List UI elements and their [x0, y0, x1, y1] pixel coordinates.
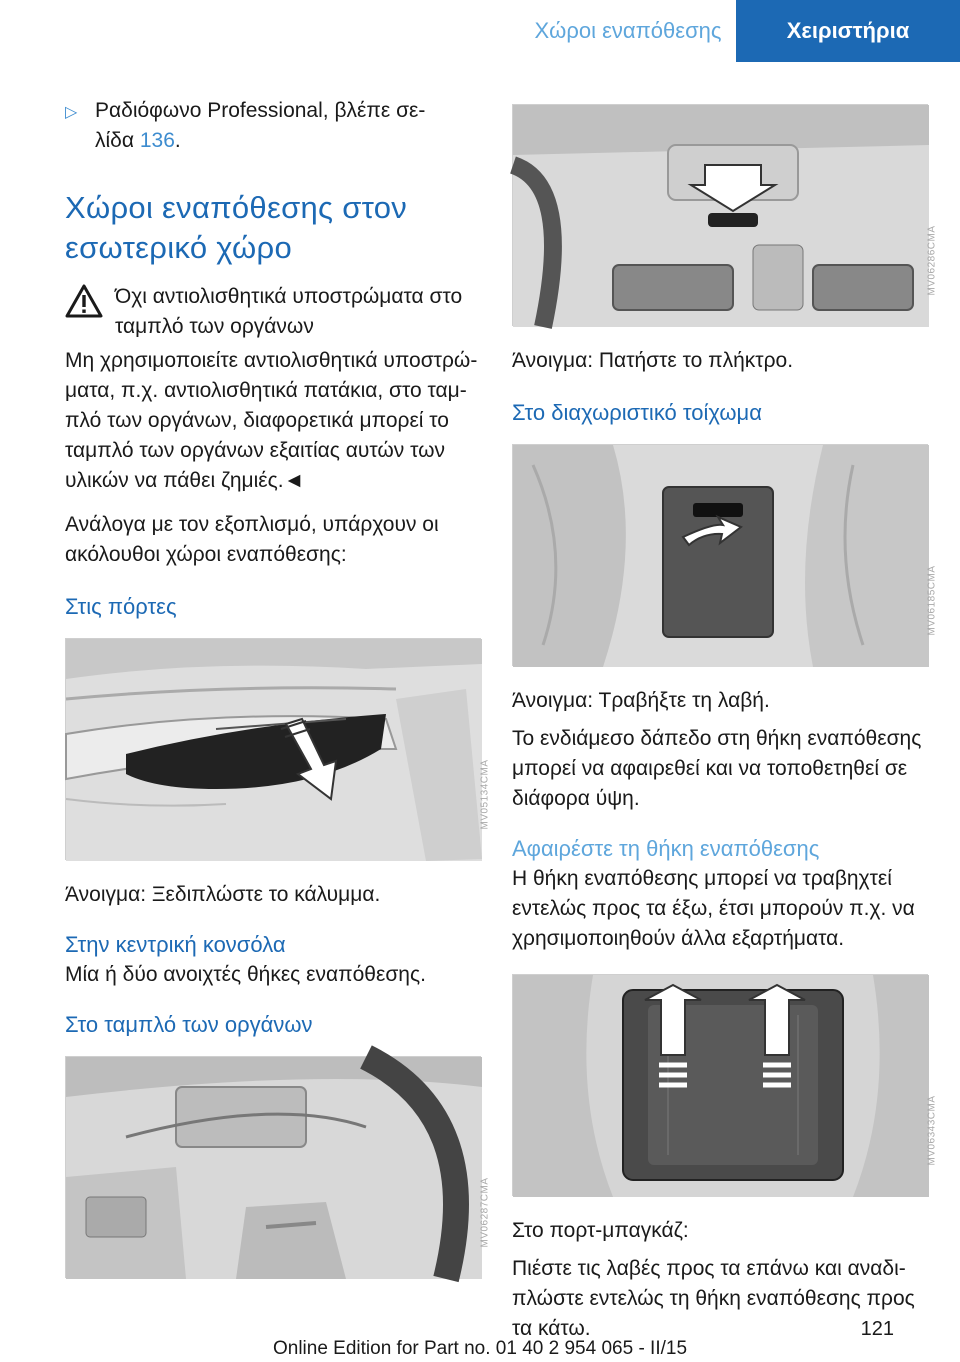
- warning-block: [65, 282, 481, 342]
- warning-title: Όχι αντιολισθητικά υποστρώματα στο ταμπλό των οργάνων: [115, 285, 463, 338]
- header-chapter-tab[interactable]: Χειριστήρια: [736, 0, 960, 62]
- dashboard-right-figure-code: MV06286CMA: [926, 225, 938, 296]
- partition-figure: [512, 444, 938, 666]
- cross-reference-bullet: [65, 96, 481, 156]
- trunk-text: Πιέστε τις λαβές προς τα επάνω και αναδιπλώστε εντελώς τη θήκη εναπόθεσης προς τα κάτω.: [512, 1257, 915, 1340]
- dashboard-heading: Στο ταμπλό των οργάνων: [65, 1012, 313, 1037]
- warning-body: Μη χρησιμοποιείτε αντιολισθητικά υποστρώματα, π.χ. αντιολισθητικά πατάκια, στο ταμπλό των οργάνων, διαφορετικά μπορεί το ταμπλό των οργάνων εξαιτίας αυτών των υλικών να πάθει ζημιές.◄: [65, 349, 478, 492]
- doors-heading: Στις πόρτες: [65, 594, 177, 619]
- dashboard-left-figure: [65, 1056, 491, 1278]
- trunk-storage-illustration: [513, 975, 929, 1197]
- header-section-tab[interactable]: Χώροι εναπόθεσης: [520, 0, 736, 62]
- trunk-label: Στο πορτ-μπαγκάζ:: [512, 1219, 689, 1242]
- console-heading: Στην κεντρική κονσόλα: [65, 932, 286, 957]
- remove-figure-code: MV06343CMA: [926, 1095, 938, 1166]
- partition-caption: Άνοιγμα: Τραβήξτε τη λαβή.: [512, 689, 770, 712]
- door-pocket-illustration: [66, 639, 482, 861]
- right-column: [512, 104, 938, 1358]
- partition-pocket-illustration: [513, 445, 929, 667]
- partition-heading: Στο διαχωριστικό τοίχωμα: [512, 400, 762, 425]
- remove-heading: Αφαιρέστε τη θήκη εναπόθεσης: [512, 836, 820, 861]
- footer-edition: Online Edition for Part no. 01 40 2 954 065 - II/15: [272, 1338, 688, 1359]
- remove-text: Η θήκη εναπόθεσης μπορεί να τραβηχτεί εντελώς προς τα έξω, έτσι μπορούν π.χ. να χρησιμοποιηθούν άλλα εξαρτήματα.: [512, 867, 915, 950]
- page-link[interactable]: 136: [139, 129, 175, 152]
- doors-figure: [65, 638, 491, 860]
- bullet-text: Ραδιόφωνο Professional, βλέπε σε- λίδα: [95, 99, 426, 152]
- dashboard-button-illustration: [513, 105, 929, 327]
- triangle-bullet-icon: ▷: [65, 104, 78, 121]
- intro-text: Ανάλογα με τον εξοπλισμό, υπάρχουν οι ακόλουθοι χώροι εναπόθεσης:: [65, 513, 439, 566]
- section-title: [65, 188, 481, 268]
- dashboard-glovebox-illustration: [66, 1057, 482, 1279]
- warning-triangle-icon: [65, 282, 103, 342]
- dashboard-left-figure-code: MV06287CMA: [479, 1177, 491, 1248]
- page-number: 121: [860, 1318, 894, 1340]
- doors-caption: Άνοιγμα: Ξεδιπλώστε το κάλυμμα.: [65, 883, 381, 906]
- console-text: Μία ή δύο ανοιχτές θήκες εναπόθεσης.: [65, 963, 426, 986]
- dashboard-right-figure: [512, 104, 938, 326]
- partition-figure-code: MV06185CMA: [926, 565, 938, 636]
- remove-figure: [512, 974, 938, 1196]
- cross-reference-text: [95, 96, 425, 156]
- section-title-line1: Χώροι εναπόθεσης στον: [65, 190, 408, 225]
- left-column: [65, 96, 491, 1298]
- dashboard-caption: Άνοιγμα: Πατήστε το πλήκτρο.: [512, 349, 794, 372]
- doors-figure-code: MV05134CMA: [479, 759, 491, 830]
- page-header: [520, 0, 960, 62]
- section-title-line2: εσωτερικό χώρο: [65, 230, 292, 265]
- partition-text: Το ενδιάμεσο δάπεδο στη θήκη εναπόθεσης μπορεί να αφαιρεθεί και να τοποθετηθεί σε διάφορα ύψη.: [512, 727, 922, 810]
- bullet-end: .: [174, 129, 181, 152]
